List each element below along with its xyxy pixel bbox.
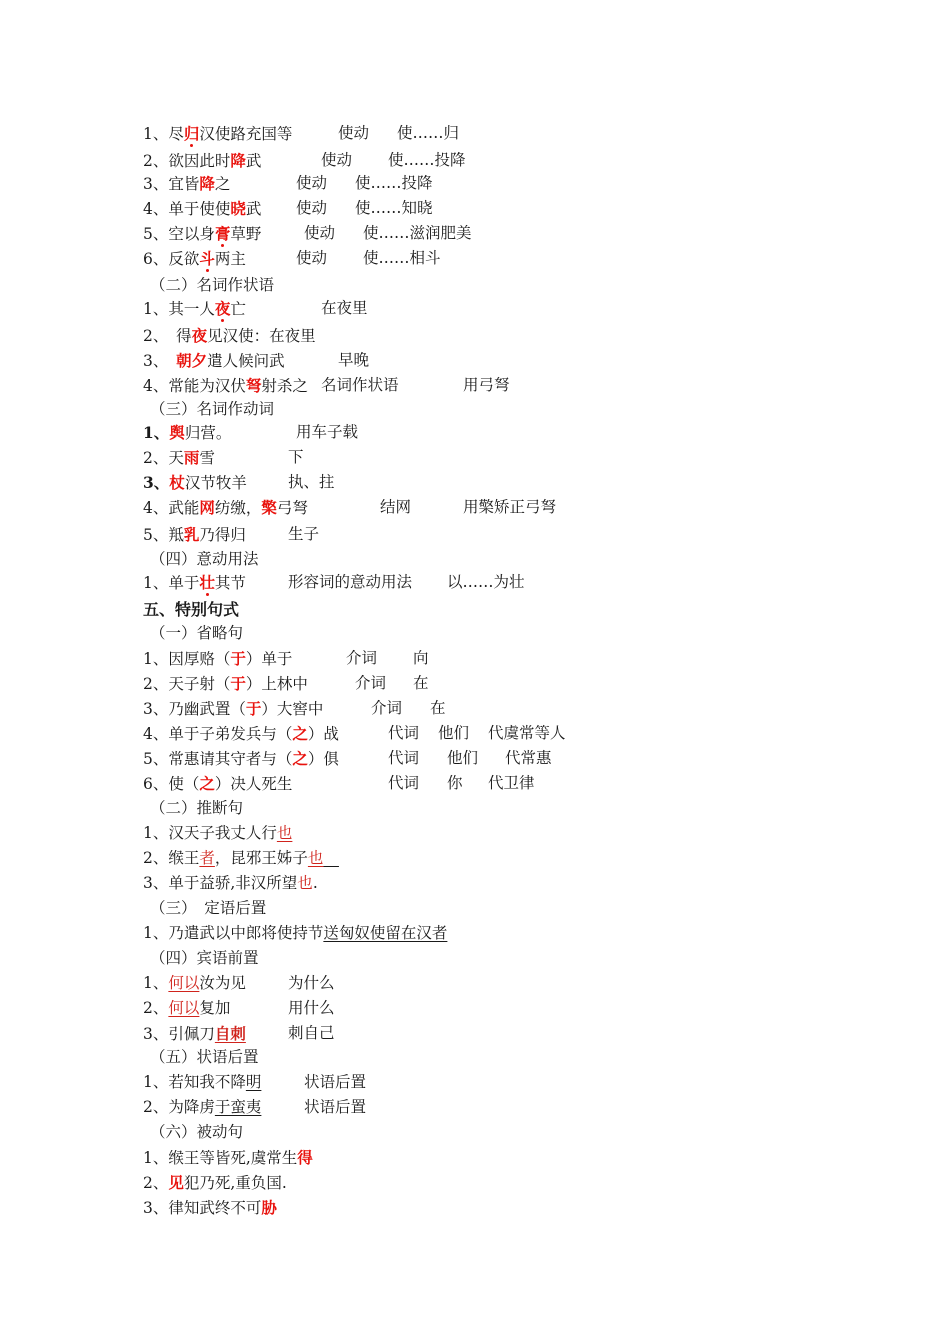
document-line: [143, 1070, 367, 1095]
annotation-text: 代词: [388, 749, 420, 767]
highlighted-word: 网: [199, 498, 215, 517]
annotation-text: 在夜里: [321, 299, 368, 317]
document-line: [143, 971, 335, 996]
document-line: [143, 522, 320, 547]
highlighted-word: 得: [297, 1148, 313, 1167]
annotation-text: 使……相斗: [363, 249, 441, 267]
highlighted-word: 朝夕: [176, 351, 208, 370]
document-line: [143, 323, 316, 348]
document-line: [143, 996, 335, 1021]
line-text: （五）状语后置: [150, 1048, 259, 1066]
annotation-text: 用什么: [288, 999, 335, 1017]
highlighted-word: 3、: [143, 473, 170, 492]
highlighted-word: 斗: [199, 249, 215, 268]
annotation-text: 代卫律: [488, 774, 535, 792]
highlighted-word: 夜: [214, 299, 231, 318]
line-text: 2、天: [143, 449, 184, 467]
line-text: 2、: [143, 1174, 169, 1192]
line-text: 4、武能: [143, 499, 200, 517]
document-line: [143, 1145, 313, 1170]
annotation-text: 使动: [296, 174, 328, 192]
line-text: 其节: [214, 574, 246, 592]
section-heading: [150, 397, 274, 422]
highlighted-word: 见: [168, 1173, 184, 1192]
document-line: [143, 221, 472, 246]
line-text: ）单于: [245, 650, 293, 668]
annotation-text: 形容词的意动用法: [288, 573, 413, 591]
annotation-text: 用檠矫正弓弩: [463, 498, 557, 516]
highlighted-word: 胁: [261, 1198, 277, 1217]
document-line: [143, 121, 460, 146]
section-heading: [143, 597, 239, 622]
highlighted-word: 于蛮夷: [214, 1098, 262, 1116]
annotation-text: 生子: [288, 525, 320, 543]
annotation-text: 使动: [338, 124, 370, 142]
highlighted-word: 1、: [143, 423, 170, 442]
document-line: [143, 771, 535, 796]
document-line: [143, 921, 447, 946]
document-line: [143, 246, 441, 271]
line-text: 见汉使：在夜里: [207, 327, 316, 345]
highlighted-word: 之: [199, 774, 215, 793]
line-text: 2、缑王: [143, 849, 200, 867]
highlighted-word: 于: [245, 699, 262, 718]
highlighted-word: 降: [230, 151, 246, 170]
highlighted-word: 之: [292, 724, 308, 743]
line-text: 1、若知我不降: [143, 1073, 246, 1091]
document-line: [143, 445, 304, 470]
highlighted-word: 降: [199, 174, 215, 193]
annotation-text: 介词: [355, 674, 387, 692]
document-line: [143, 746, 552, 771]
line-text: ）战: [307, 725, 339, 743]
line-text: ）决人死生: [214, 775, 293, 793]
highlighted-word: 晓: [230, 199, 246, 218]
annotation-text: 使……归: [397, 124, 460, 142]
document-line: [143, 721, 566, 746]
line-text: 弓弩: [276, 499, 308, 517]
highlighted-word: 檠: [261, 498, 277, 517]
document-line: [143, 671, 429, 696]
annotation-text: 刺自己: [288, 1024, 335, 1042]
highlighted-word: 明: [245, 1073, 262, 1091]
line-text: 1、缑王等皆死,虞常生: [143, 1149, 298, 1167]
annotation-text: 使……滋润肥美: [363, 224, 472, 242]
highlighted-word: 自刺: [214, 1024, 246, 1043]
annotation-text: 代词: [388, 774, 420, 792]
highlighted-word: 膏: [214, 224, 231, 243]
line-text: 五、特别句式: [143, 600, 240, 619]
line-text: 归营。: [184, 424, 232, 442]
document-line: [143, 348, 370, 373]
annotation-text: 在: [430, 699, 446, 717]
line-text: （三）名词作动词: [150, 400, 275, 418]
highlighted-word: 送匈奴使留在汉者: [323, 924, 448, 942]
line-text: 1、尽: [143, 125, 184, 143]
line-text: 3、宜皆: [143, 175, 200, 193]
line-text: 汉使路充国等: [199, 125, 293, 143]
annotation-text: 他们: [447, 749, 479, 767]
annotation-text: 他们: [438, 724, 470, 742]
annotation-text: 使动: [304, 224, 336, 242]
line-text: 1、: [143, 974, 169, 992]
line-text: 两主: [214, 250, 246, 268]
line-text: 汉节牧羊: [184, 474, 247, 492]
highlighted-word: 也: [307, 849, 324, 867]
document-line: [143, 696, 446, 721]
line-text: （四）意动用法: [150, 550, 259, 568]
annotation-text: 在: [413, 674, 429, 692]
annotation-text: 早晚: [338, 351, 370, 369]
line-text: 武: [245, 152, 262, 170]
line-text: （二）推断句: [150, 799, 244, 817]
line-text: 4、常能为汉伏: [143, 377, 246, 395]
line-text: 犯乃死,重负国.: [183, 1174, 287, 1192]
document-line: [143, 171, 433, 196]
annotation-text: 执、拄: [288, 473, 335, 491]
line-text: 3、律知武终不可: [143, 1199, 262, 1217]
line-text: 汝为见: [199, 974, 246, 992]
line-text: 遣人候问武: [207, 352, 285, 370]
document-line: [143, 570, 525, 595]
line-text: 2、欲因此时: [143, 152, 231, 170]
line-text: （六）被动句: [150, 1123, 244, 1141]
annotation-text: 用弓弩: [463, 376, 510, 394]
document-line: [143, 420, 359, 445]
highlighted-word: 归: [183, 124, 200, 143]
highlighted-word: 何以: [168, 999, 200, 1017]
line-text: 6、使（: [143, 775, 200, 793]
highlighted-word: 弩: [245, 376, 262, 395]
section-heading: [150, 896, 266, 921]
annotation-text: 向: [413, 649, 429, 667]
annotation-text: 状语后置: [304, 1098, 367, 1116]
annotation-text: 使动: [296, 249, 328, 267]
annotation-text: 使……投降: [355, 174, 433, 192]
line-text: 1、汉天子我丈人行: [143, 824, 277, 842]
highlighted-word: 也: [297, 874, 313, 892]
annotation-text: 状语后置: [304, 1073, 367, 1091]
document-line: [143, 1095, 367, 1120]
annotation-text: 你: [447, 774, 463, 792]
highlighted-word: 于: [230, 674, 246, 693]
line-text: 1、乃遣武以中郎将使持节: [143, 924, 324, 942]
line-text: 4、单于使使: [143, 200, 231, 218]
annotation-text: 使动: [296, 199, 328, 217]
document-line: [143, 1021, 335, 1046]
line-text: （一）省略句: [150, 624, 244, 642]
line-text: （二）名词作状语: [150, 276, 275, 294]
line-text: ）大窖中: [261, 700, 324, 718]
annotation-text: 以……为壮: [447, 573, 525, 591]
section-heading: [150, 273, 274, 298]
highlighted-word: 之: [292, 749, 308, 768]
highlighted-word: 何以: [168, 974, 200, 992]
annotation-text: 下: [288, 448, 304, 466]
annotation-text: 介词: [371, 699, 403, 717]
line-text: ）俱: [307, 750, 339, 768]
line-text: 草野: [230, 225, 262, 243]
line-text: 1、因厚赂（: [143, 650, 231, 668]
line-text: 复加: [199, 999, 231, 1017]
line-text: 1、单于: [143, 574, 200, 592]
section-heading: [150, 1045, 259, 1070]
document-line: [143, 470, 335, 495]
document-line: [143, 196, 433, 221]
section-heading: [150, 1120, 243, 1145]
highlighted-word: 雨: [183, 448, 200, 467]
document-line: [143, 495, 557, 520]
line-text: 武: [245, 200, 262, 218]
line-text: 之: [214, 175, 231, 193]
highlighted-word: 也: [276, 824, 293, 842]
document-line: [143, 871, 318, 896]
line-text: 3、乃幽武置（: [143, 700, 246, 718]
document-line: [143, 821, 292, 846]
annotation-text: 用车子载: [296, 423, 359, 441]
highlighted-word: 者: [199, 849, 215, 867]
line-text: 雪: [199, 449, 215, 467]
line-text: 2、 得: [143, 327, 192, 345]
line-text: （三） 定语后置: [150, 899, 267, 917]
highlighted-word: [323, 849, 339, 867]
line-text: 3、引佩刀: [143, 1025, 215, 1043]
document-line: [143, 646, 429, 671]
section-heading: [150, 946, 259, 971]
line-text: ，昆邪王姊子: [214, 849, 308, 867]
line-text: 乃得归: [199, 526, 246, 544]
highlighted-word: 乳: [183, 525, 200, 544]
line-text: ）上林中: [245, 675, 308, 693]
annotation-text: 使……知晓: [355, 199, 433, 217]
line-text: 6、反欲: [143, 250, 200, 268]
line-text: 4、单于子弟发兵与（: [143, 725, 293, 743]
annotation-text: 介词: [346, 649, 378, 667]
section-heading: [150, 547, 259, 572]
highlighted-word: 杖: [169, 473, 185, 492]
annotation-text: 代常惠: [505, 749, 552, 767]
line-text: 3、: [143, 352, 177, 370]
highlighted-word: 舆: [169, 423, 185, 442]
line-text: 2、为降虏: [143, 1098, 215, 1116]
line-text: 5、羝: [143, 526, 184, 544]
line-text: 纺缴，: [214, 499, 262, 517]
document-line: [143, 373, 510, 398]
annotation-text: 为什么: [288, 974, 335, 992]
section-heading: [150, 621, 243, 646]
line-text: 2、: [143, 999, 169, 1017]
highlighted-word: 壮: [199, 573, 215, 592]
section-heading: [150, 796, 243, 821]
document-line: [143, 1195, 277, 1220]
line-text: 5、空以身: [143, 225, 215, 243]
annotation-text: 使动: [321, 151, 353, 169]
highlighted-word: 夜: [191, 326, 208, 345]
annotation-text: 结网: [380, 498, 412, 516]
document-line: [143, 1170, 287, 1195]
line-text: 1、其一人: [143, 300, 215, 318]
line-text: 3、单于益骄,非汉所望: [143, 874, 298, 892]
annotation-text: 代虞常等人: [488, 724, 566, 742]
annotation-text: 使……投降: [388, 151, 466, 169]
line-text: （四）宾语前置: [150, 949, 259, 967]
line-text: 射杀之: [261, 377, 308, 395]
document-line: [143, 846, 339, 871]
line-text: .: [312, 874, 318, 892]
line-text: 亡: [230, 300, 246, 318]
highlighted-word: 于: [230, 649, 246, 668]
annotation-text: 代词: [388, 724, 420, 742]
line-text: 5、常惠请其守者与（: [143, 750, 293, 768]
document-line: [143, 296, 368, 321]
document-line: [143, 148, 466, 173]
line-text: 2、天子射（: [143, 675, 231, 693]
annotation-text: 名词作状语: [321, 376, 399, 394]
